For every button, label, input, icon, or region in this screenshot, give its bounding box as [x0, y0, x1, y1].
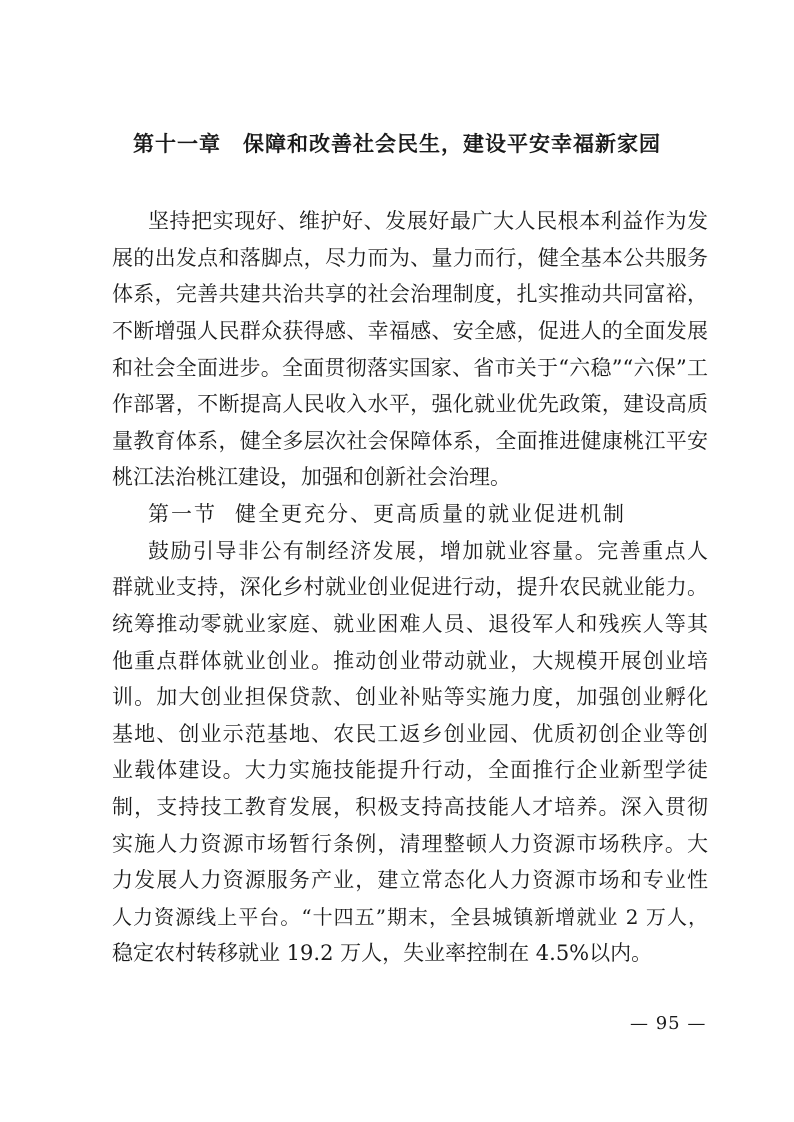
chapter-title	[0, 128, 794, 158]
paragraph-line: 不断增强人民群众获得感、幸福感、安全感，促进人的全面发展	[112, 319, 708, 343]
chapter-label: 第十一章	[133, 132, 221, 156]
paragraph-line: 制，支持技工教育发展，积极支持高技能人才培养。深入贯彻	[112, 795, 708, 819]
paragraph-line: 坚持把实现好、维护好、发展好最广大人民根本利益作为发	[148, 209, 708, 233]
paragraph-line: 量教育体系，健全多层次社会保障体系，全面推进健康桃江平安	[112, 429, 708, 453]
paragraph-line: 群就业支持，深化乡村就业创业促进行动，提升农民就业能力。	[112, 575, 708, 599]
paragraph-line: 和社会全面进步。全面贯彻落实国家、省市关于“六稳”“六保”工	[112, 356, 708, 380]
paragraph-line: 稳定农村转移就业 19.2 万人，失业率控制在 4.5%以内。	[112, 941, 653, 965]
page-number: — 95 —	[630, 1013, 707, 1034]
paragraph-line: 基地、创业示范基地、农民工返乡创业园、优质初创企业等创	[112, 722, 708, 746]
paragraph-line: 业载体建设。大力实施技能提升行动，全面推行企业新型学徒	[112, 758, 708, 782]
section-label: 第一节	[148, 502, 217, 526]
section-title: 健全更充分、更高质量的就业促进机制	[235, 502, 626, 526]
paragraph-line: 实施人力资源市场暂行条例，清理整顿人力资源市场秩序。大	[112, 832, 708, 856]
paragraph-line: 力发展人力资源服务产业，建立常态化人力资源市场和专业性	[112, 868, 708, 892]
paragraph-line: 人力资源线上平台。“十四五”期末，全县城镇新增就业 2 万人，	[112, 905, 708, 929]
paragraph-line: 训。加大创业担保贷款、创业补贴等实施力度，加强创业孵化	[112, 685, 708, 709]
paragraph-line: 作部署，不断提高人民收入水平，强化就业优先政策，建设高质	[112, 392, 708, 416]
chapter-heading: 保障和改善社会民生，建设平安幸福新家园	[243, 132, 661, 156]
section-heading	[148, 496, 626, 533]
paragraph-line: 统筹推动零就业家庭、就业困难人员、退役军人和残疾人等其	[112, 612, 708, 636]
paragraph-line: 体系，完善共建共治共享的社会治理制度，扎实推动共同富裕，	[112, 282, 708, 306]
paragraph-line: 鼓励引导非公有制经济发展，增加就业容量。完善重点人	[148, 539, 708, 563]
paragraph-line: 桃江法治桃江建设，加强和创新社会治理。	[112, 465, 511, 489]
paragraph-line: 他重点群体就业创业。推动创业带动就业，大规模开展创业培	[112, 649, 708, 673]
paragraph-line: 展的出发点和落脚点，尽力而为、量力而行，健全基本公共服务	[112, 246, 708, 270]
